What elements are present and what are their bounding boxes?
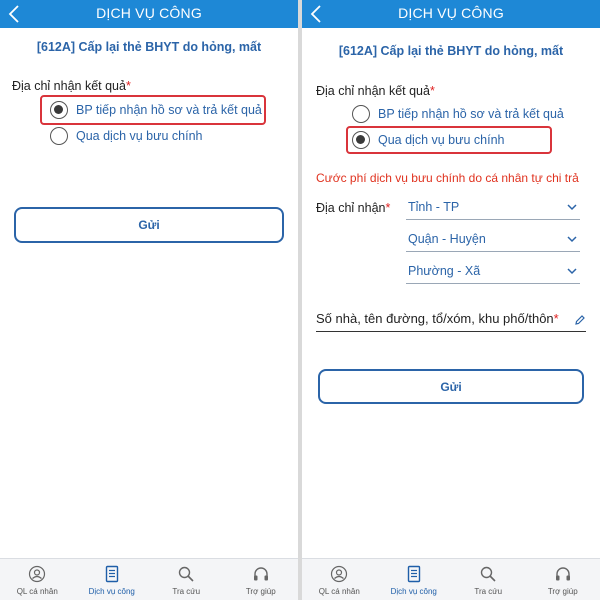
address-result-label-text: Địa chỉ nhận kết quả [316,84,430,98]
header-title: DỊCH VỤ CÔNG [398,5,504,21]
document-icon [405,565,423,583]
recipient-address-label-text: Địa chỉ nhận [316,201,386,215]
person-badge-icon [28,565,46,583]
tab-label: Trợ giúp [245,587,276,596]
province-select[interactable] [406,198,580,220]
recipient-address-label [316,201,390,215]
province-value: Tỉnh - TP [408,200,460,214]
tab-personal[interactable] [0,559,75,600]
radio-button[interactable] [352,105,370,123]
radio-option-postal[interactable] [50,127,203,145]
street-address-input[interactable] [316,310,586,332]
tab-label: QL cá nhân [318,587,360,596]
required-mark: * [553,311,559,326]
radio-button[interactable] [352,131,370,149]
form-title: [612A] Cấp lại thẻ BHYT do hỏng, mất [36,40,262,54]
tab-label: QL cá nhân [16,587,58,596]
district-select[interactable] [406,230,580,252]
tab-label: Tra cứu [474,587,503,596]
street-address-placeholder-text: Số nhà, tên đường, tổ/xóm, khu phố/thôn [316,311,554,326]
required-mark: * [429,84,435,98]
tab-label: Dịch vụ công [88,587,135,596]
app-header [302,0,600,28]
radio-label: BP tiếp nhận hồ sơ và trả kết quả [76,103,262,117]
document-icon [103,565,121,583]
header-title: DỊCH VỤ CÔNG [96,5,202,21]
street-address-placeholder [316,311,559,326]
postal-fee-note: Cước phí dịch vụ bưu chính do cá nhân tự chi trả [316,171,579,185]
person-badge-icon [330,565,348,583]
bottom-tab-bar [0,558,298,600]
tab-public-services[interactable] [75,559,150,600]
tab-lookup[interactable] [149,559,224,600]
radio-option-office[interactable] [50,101,262,119]
ward-select[interactable] [406,262,580,284]
search-icon [177,565,195,583]
radio-button[interactable] [50,127,68,145]
ward-value: Phường - Xã [408,264,481,278]
headset-icon [554,565,572,583]
chevron-down-icon [566,233,578,245]
radio-option-office[interactable] [352,105,564,123]
tab-lookup[interactable] [451,559,526,600]
address-result-label-text: Địa chỉ nhận kết quả [12,79,126,93]
search-icon [479,565,497,583]
app-header [0,0,298,28]
submit-button[interactable]: Gửi [318,369,584,404]
district-value: Quận - Huyện [408,232,486,246]
address-result-label [12,79,131,93]
radio-label: Qua dịch vụ bưu chính [76,129,203,143]
tab-label: Trợ giúp [547,587,578,596]
radio-option-postal[interactable] [352,131,505,149]
tab-label: Dịch vụ công [390,587,437,596]
radio-button[interactable] [50,101,68,119]
chevron-down-icon [566,265,578,277]
right-phone-screen [302,0,600,600]
tab-label: Tra cứu [172,587,201,596]
tab-help[interactable] [526,559,600,600]
required-mark: * [385,201,391,215]
tab-personal[interactable] [302,559,377,600]
pencil-icon[interactable] [574,314,586,326]
headset-icon [252,565,270,583]
left-phone-screen [0,0,298,600]
form-title: [612A] Cấp lại thẻ BHYT do hỏng, mất [338,44,564,58]
radio-label: BP tiếp nhận hồ sơ và trả kết quả [378,107,564,121]
submit-button[interactable]: Gửi [14,207,284,243]
required-mark: * [125,79,131,93]
radio-label: Qua dịch vụ bưu chính [378,133,505,147]
bottom-tab-bar [302,558,600,600]
tab-public-services[interactable] [377,559,452,600]
tab-help[interactable] [224,559,299,600]
address-result-label [316,84,435,98]
chevron-down-icon [566,201,578,213]
